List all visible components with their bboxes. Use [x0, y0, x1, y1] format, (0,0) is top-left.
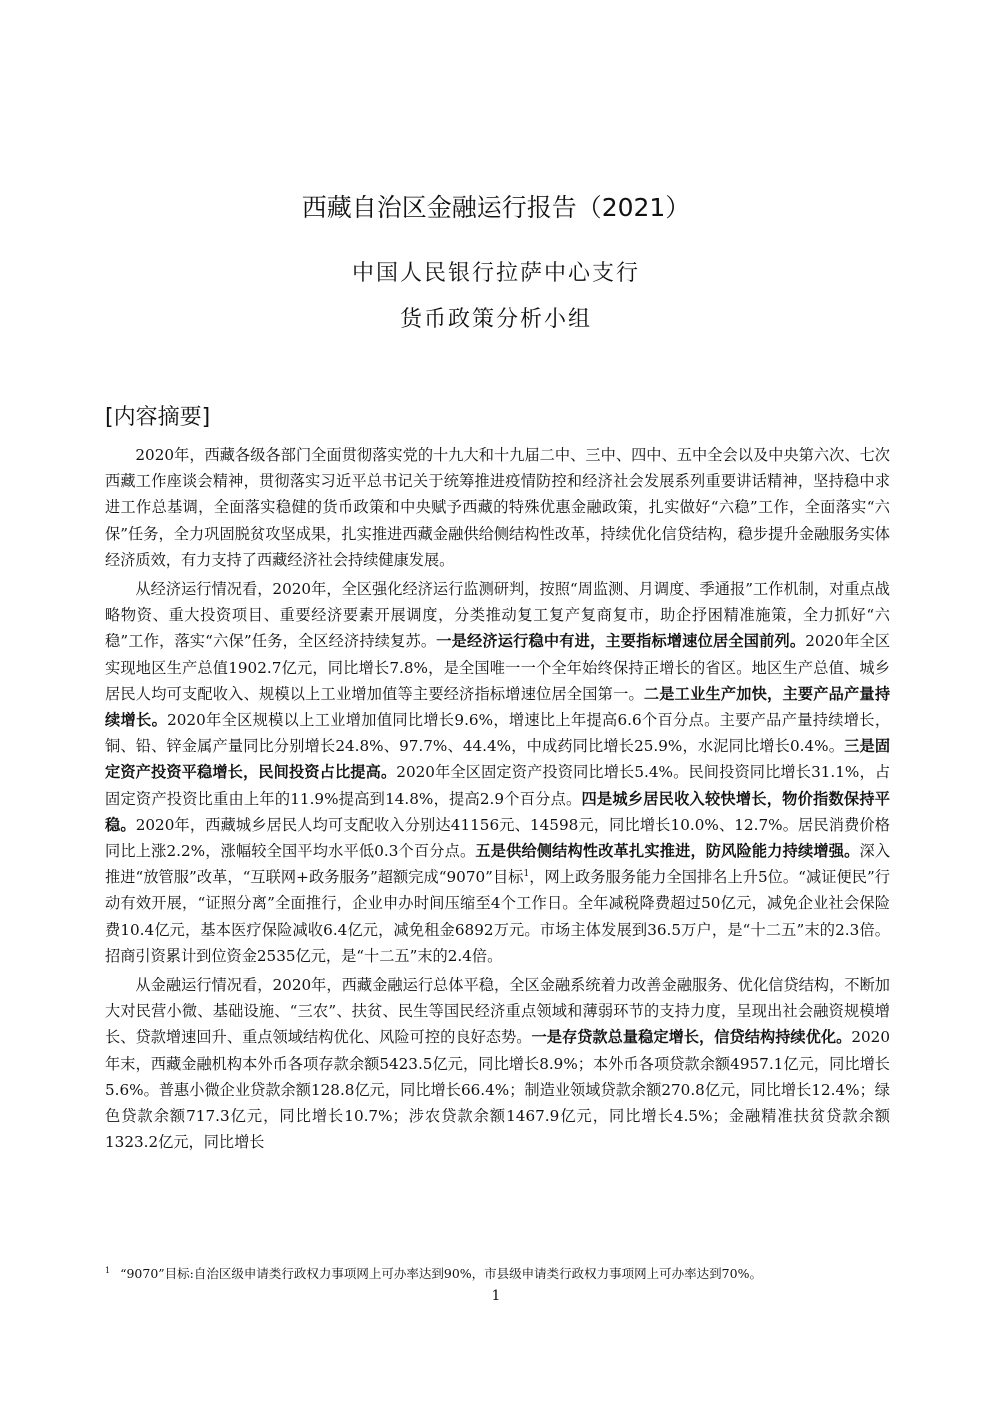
page-number: 1	[491, 1288, 501, 1304]
author-group: 货币政策分析小组	[399, 307, 592, 332]
paragraph-economy	[105, 576, 890, 969]
paragraph-text: ，网上政务服务能力全国排名上升5位。“减证便民”行动有效开展，“证照分离”全面推行，企业申办时间压缩至4个工作日。全年减税降费超过50亿元，减免企业社会保险费10.4亿元，基本医疗保险减收6.4亿元，减免租金6892万元。市场主体发展到36.5万户，是“十二五”末的2.3倍。招商引资累计到位资金2535亿元，是“十二五”末的2.4倍。	[105, 868, 890, 965]
author-institution: 中国人民银行拉萨中心支行	[351, 261, 640, 286]
footnote	[105, 1264, 905, 1282]
paragraph-text: 2020年全区实现地区生产总值1902.7亿元，同比增长7.8%，是全国唯一一个全年始终保持正增长的省区。地区生产总值、城乡居民人均可支配收入、规模以上工业增加值等主要经济指标增速位居全国第一。	[105, 632, 891, 703]
footnote-marker: 1	[105, 1265, 111, 1275]
key-point-4: 四是城乡居民收入较快增长，物价指数保持平稳。	[105, 789, 890, 834]
paragraph-text: 从经济运行情况看，2020年，全区强化经济运行监测研判，按照“周监测、月调度、季通报”工作机制，对重点战略物资、重大投资项目、重要经济要素开展调度，分类推动复工复产复商复市，助企抒困精准施策，全力抓好“六稳”工作，落实“六保”任务，全区经济持续复苏。	[105, 580, 890, 651]
paragraph-text: 2020年全区规模以上工业增加值同比增长9.6%，增速比上年提高6.6个百分点。主要产品产量持续增长，铜、铅、锌金属产量同比分别增长24.8%、97.7%、44.4%，中成药同比增长25.9%，水泥同比增长0.4%。	[105, 711, 891, 756]
key-point-finance-1: 一是存贷款总量稳定增长，信贷结构持续优化。	[531, 1028, 852, 1047]
paragraph-text: 深入推进“放管服”改革，“互联网+政务服务”超额完成“9070”目标	[105, 842, 891, 887]
paragraph-text: 2020年，西藏各级各部门全面贯彻落实党的十九大和十九届二中、三中、四中、五中全会以及中央第六次、七次西藏工作座谈会精神，贯彻落实习近平总书记关于统筹推进疫情防控和经济社会发展系列重要讲话精神，坚持稳中求进工作总基调，全面落实稳健的货币政策和中央赋予西藏的特殊优惠金融政策，扎实做好“六稳”工作，全面落实“六保”任务，全力巩固脱贫攻坚成果，扎实推进西藏金融供给侧结构性改革，持续优化信贷结构，稳步提升金融服务实体经济质效，有力支持了西藏经济社会持续健康发展。	[105, 446, 890, 569]
paragraph-text: 2020年全区固定资产投资同比增长5.4%。民间投资同比增长31.1%，占固定资产投资比重由上年的11.9%提高到14.8%，提高2.9个百分点。	[105, 763, 891, 808]
paragraph-finance	[105, 972, 890, 1155]
paragraph-text: 从金融运行情况看，2020年，西藏金融运行总体平稳，全区金融系统着力改善金融服务、优化信贷结构，不断加大对民营小微、基础设施、“三农”、扶贫、民生等国民经济重点领域和薄弱环节的支持力度，呈现出社会融资规模增长、贷款增速回升、重点领域结构优化、风险可控的良好态势。	[105, 976, 890, 1047]
key-point-1: 一是经济运行稳中有进，主要指标增速位居全国前列。	[436, 632, 806, 651]
footnote-text: “9070”目标:自治区级申请类行政权力事项网上可办率达到90%，市县级申请类行政权力事项网上可办率达到70%。	[120, 1266, 762, 1281]
paragraph-overview	[105, 442, 890, 573]
key-point-2: 二是工业生产加快，主要产品产量持续增长。	[105, 684, 891, 730]
paragraph-text: 2020年末，西藏金融机构本外币各项存款余额5423.5亿元，同比增长8.9%；本外币各项贷款余额4957.1亿元，同比增长5.6%。普惠小微企业贷款余额128.8亿元，同比增长66.4%；制造业领域贷款余额270.8亿元，同比增长12.4%；绿色贷款余额717.3亿元，同比增长10.7%；涉农贷款余额1467.9亿元，同比增长4.5%；金融精准扶贫贷款余额1323.2亿元，同比增长	[105, 1028, 891, 1152]
key-point-3: 三是固定资产投资平稳增长，民间投资占比提高。	[105, 737, 891, 782]
footnote-reference[interactable]: 1	[523, 869, 530, 880]
report-title: 西藏自治区金融运行报告（2021）	[301, 193, 691, 222]
section-heading-summary: [内容摘要]	[105, 405, 211, 430]
key-point-5: 五是供给侧结构性改革扎实推进，防风险能力持续增强。	[475, 842, 860, 861]
paragraph-text: 2020年，西藏城乡居民人均可支配收入分别达41156元、14598元，同比增长10.0%、12.7%。居民消费价格同比上涨2.2%，涨幅较全国平均水平低0.3个百分点。	[105, 815, 890, 861]
summary-body	[105, 442, 890, 1158]
